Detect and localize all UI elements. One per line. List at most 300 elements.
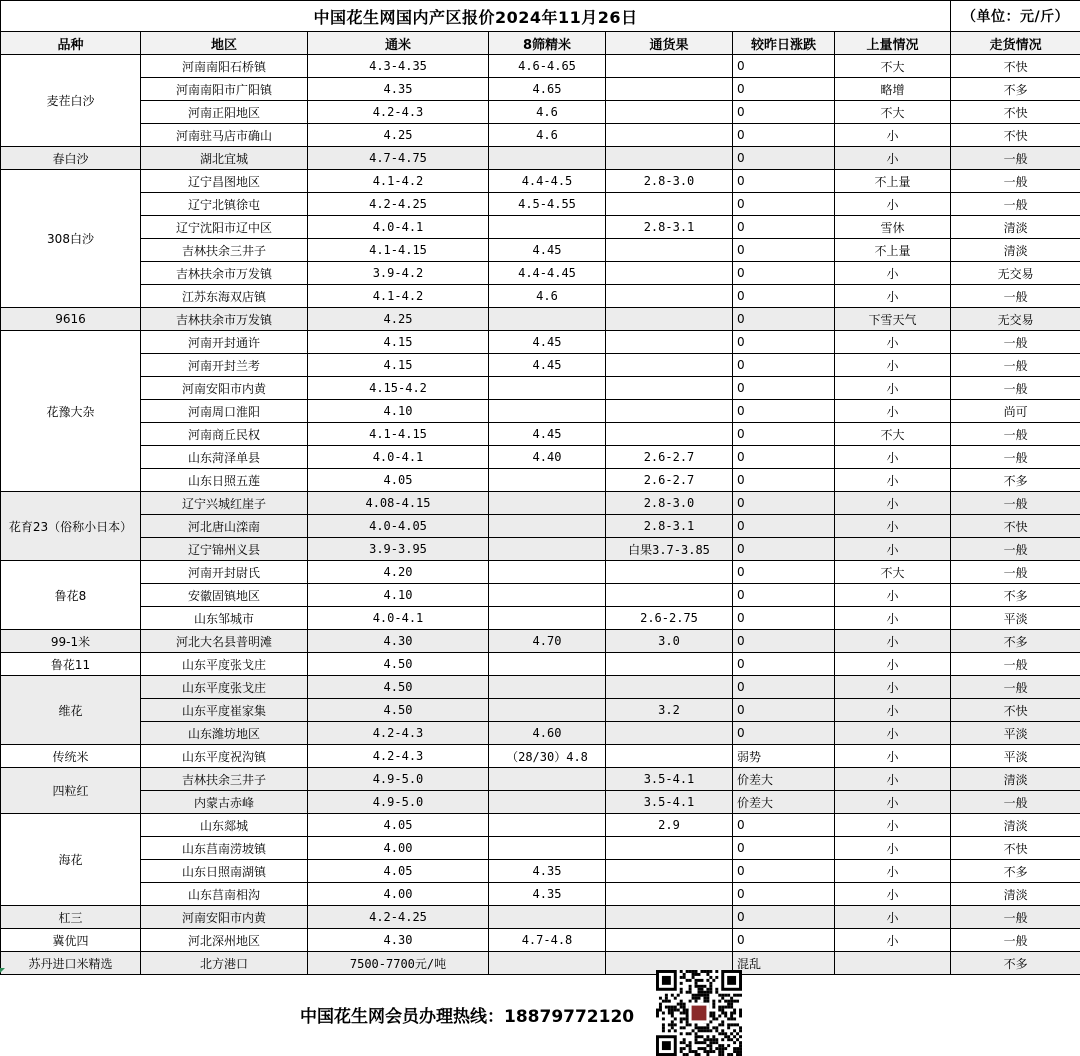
- supply-cell: 小: [835, 538, 951, 561]
- tongmi-cell: 4.15: [308, 354, 489, 377]
- supply-cell: 不上量: [835, 170, 951, 193]
- sales-cell: 一般: [951, 285, 1080, 308]
- sieve8-cell: （28/30）4.8: [489, 745, 606, 768]
- region-cell: 安徽固镇地区: [141, 584, 308, 607]
- tongmi-cell: 3.9-4.2: [308, 262, 489, 285]
- tongmi-cell: 4.9-5.0: [308, 768, 489, 791]
- sieve8-cell: 4.6: [489, 101, 606, 124]
- variety-cell: 308白沙: [1, 170, 141, 308]
- region-cell: 山东邹城市: [141, 607, 308, 630]
- sales-cell: 不多: [951, 630, 1080, 653]
- tongmi-cell: 4.00: [308, 883, 489, 906]
- region-cell: 山东郯城: [141, 814, 308, 837]
- change-cell: 0: [733, 699, 835, 722]
- tongmi-cell: 4.0-4.1: [308, 446, 489, 469]
- tonghuoguo-cell: 2.8-3.0: [606, 170, 733, 193]
- change-cell: 0: [733, 584, 835, 607]
- sales-cell: 清淡: [951, 216, 1080, 239]
- change-cell: 0: [733, 147, 835, 170]
- tonghuoguo-cell: [606, 147, 733, 170]
- supply-cell: 小: [835, 400, 951, 423]
- change-cell: 0: [733, 676, 835, 699]
- region-cell: 山东平度崔家集: [141, 699, 308, 722]
- tongmi-cell: 4.1-4.2: [308, 170, 489, 193]
- tongmi-cell: 4.1-4.15: [308, 239, 489, 262]
- change-cell: 0: [733, 837, 835, 860]
- sieve8-cell: [489, 147, 606, 170]
- supply-cell: 小: [835, 147, 951, 170]
- sales-cell: 平淡: [951, 607, 1080, 630]
- region-cell: 北方港口: [141, 952, 308, 975]
- sales-cell: 一般: [951, 791, 1080, 814]
- sales-cell: 平淡: [951, 745, 1080, 768]
- tonghuoguo-cell: [606, 285, 733, 308]
- sales-cell: 尚可: [951, 400, 1080, 423]
- supply-cell: 不大: [835, 561, 951, 584]
- tonghuoguo-cell: [606, 860, 733, 883]
- variety-cell: 99-1米: [1, 630, 141, 653]
- tongmi-cell: 4.2-4.3: [308, 745, 489, 768]
- region-cell: 辽宁北镇徐屯: [141, 193, 308, 216]
- table-row: [1, 676, 1080, 699]
- region-cell: 吉林扶余市万发镇: [141, 262, 308, 285]
- change-cell: 0: [733, 400, 835, 423]
- sieve8-cell: 4.45: [489, 239, 606, 262]
- change-cell: 0: [733, 216, 835, 239]
- table-row: [1, 262, 1080, 285]
- sieve8-cell: [489, 216, 606, 239]
- tonghuoguo-cell: [606, 584, 733, 607]
- tonghuoguo-cell: [606, 745, 733, 768]
- sales-cell: 无交易: [951, 308, 1080, 331]
- supply-cell: 小: [835, 860, 951, 883]
- tonghuoguo-cell: [606, 722, 733, 745]
- table-row: [1, 354, 1080, 377]
- sieve8-cell: [489, 377, 606, 400]
- tonghuoguo-cell: [606, 400, 733, 423]
- tonghuoguo-cell: [606, 423, 733, 446]
- tongmi-cell: 4.05: [308, 469, 489, 492]
- table-row: [1, 883, 1080, 906]
- qr-code-icon[interactable]: [656, 970, 742, 1056]
- change-cell: 0: [733, 423, 835, 446]
- tongmi-cell: 4.05: [308, 814, 489, 837]
- table-row: [1, 561, 1080, 584]
- variety-cell: 海花: [1, 814, 141, 906]
- tonghuoguo-cell: [606, 331, 733, 354]
- sales-cell: 不快: [951, 55, 1080, 78]
- sieve8-cell: 4.45: [489, 423, 606, 446]
- tonghuoguo-cell: [606, 239, 733, 262]
- change-cell: 0: [733, 239, 835, 262]
- supply-cell: 小: [835, 722, 951, 745]
- sales-cell: 一般: [951, 377, 1080, 400]
- sieve8-cell: [489, 561, 606, 584]
- tongmi-cell: 4.08-4.15: [308, 492, 489, 515]
- tongmi-cell: 4.7-4.75: [308, 147, 489, 170]
- hotline-text: 中国花生网会员办理热线：18879772120: [300, 1007, 635, 1027]
- supply-cell: 小: [835, 515, 951, 538]
- table-row: [1, 837, 1080, 860]
- tonghuoguo-cell: [606, 837, 733, 860]
- sales-cell: 一般: [951, 170, 1080, 193]
- table-row: [1, 515, 1080, 538]
- sales-cell: 一般: [951, 929, 1080, 952]
- change-cell: 0: [733, 285, 835, 308]
- supply-cell: 小: [835, 262, 951, 285]
- sales-cell: 不多: [951, 469, 1080, 492]
- sales-cell: 清淡: [951, 814, 1080, 837]
- supply-cell: 小: [835, 607, 951, 630]
- change-cell: 0: [733, 469, 835, 492]
- region-cell: 河南开封尉氏: [141, 561, 308, 584]
- tonghuoguo-cell: [606, 124, 733, 147]
- sales-cell: 一般: [951, 423, 1080, 446]
- change-cell: 0: [733, 308, 835, 331]
- supply-cell: 小: [835, 814, 951, 837]
- title-row: [1, 1, 1080, 32]
- change-cell: 0: [733, 55, 835, 78]
- variety-cell: 麦茬白沙: [1, 55, 141, 147]
- change-cell: 0: [733, 515, 835, 538]
- tonghuoguo-cell: 2.8-3.1: [606, 216, 733, 239]
- variety-cell: 春白沙: [1, 147, 141, 170]
- region-cell: 河南商丘民权: [141, 423, 308, 446]
- tonghuoguo-cell: [606, 101, 733, 124]
- tonghuoguo-cell: 3.2: [606, 699, 733, 722]
- tongmi-cell: 4.30: [308, 929, 489, 952]
- change-cell: 混乱: [733, 952, 835, 975]
- tonghuoguo-cell: [606, 354, 733, 377]
- supply-cell: 小: [835, 791, 951, 814]
- change-cell: 0: [733, 883, 835, 906]
- variety-cell: 维花: [1, 676, 141, 745]
- change-cell: 0: [733, 906, 835, 929]
- region-cell: 辽宁沈阳市辽中区: [141, 216, 308, 239]
- change-cell: 0: [733, 262, 835, 285]
- header-row: [1, 32, 1080, 55]
- table-row: [1, 331, 1080, 354]
- sieve8-cell: 4.5-4.55: [489, 193, 606, 216]
- region-cell: 河北深州地区: [141, 929, 308, 952]
- region-cell: 吉林扶余三井子: [141, 768, 308, 791]
- sieve8-cell: [489, 676, 606, 699]
- region-cell: 山东莒南涝坡镇: [141, 837, 308, 860]
- supply-cell: 不上量: [835, 239, 951, 262]
- sieve8-cell: 4.4-4.5: [489, 170, 606, 193]
- change-cell: 0: [733, 722, 835, 745]
- sieve8-cell: [489, 607, 606, 630]
- footer: [0, 968, 1080, 1056]
- table-row: [1, 55, 1080, 78]
- region-cell: 河南南阳市广阳镇: [141, 78, 308, 101]
- sales-cell: 无交易: [951, 262, 1080, 285]
- tonghuoguo-cell: [606, 262, 733, 285]
- supply-cell: 小: [835, 929, 951, 952]
- region-cell: 湖北宜城: [141, 147, 308, 170]
- change-cell: 0: [733, 377, 835, 400]
- sales-cell: 一般: [951, 331, 1080, 354]
- supply-cell: 小: [835, 446, 951, 469]
- region-cell: 山东潍坊地区: [141, 722, 308, 745]
- tongmi-cell: 4.10: [308, 400, 489, 423]
- region-cell: 山东平度张戈庄: [141, 676, 308, 699]
- sales-cell: 不快: [951, 699, 1080, 722]
- sales-cell: 一般: [951, 492, 1080, 515]
- table-row: [1, 308, 1080, 331]
- table-row: [1, 147, 1080, 170]
- corner-marker: [0, 968, 5, 973]
- variety-cell: 苏丹进口米精选: [1, 952, 141, 975]
- table-row: [1, 377, 1080, 400]
- region-cell: 山东日照五莲: [141, 469, 308, 492]
- sales-cell: 不多: [951, 78, 1080, 101]
- table-row: [1, 722, 1080, 745]
- tongmi-cell: 4.3-4.35: [308, 55, 489, 78]
- variety-cell: 冀优四: [1, 929, 141, 952]
- tongmi-cell: 4.9-5.0: [308, 791, 489, 814]
- region-cell: 山东菏泽单县: [141, 446, 308, 469]
- sales-cell: 平淡: [951, 722, 1080, 745]
- tongmi-cell: 4.00: [308, 837, 489, 860]
- header-region: 地区: [141, 32, 308, 55]
- supply-cell: 小: [835, 768, 951, 791]
- supply-cell: 小: [835, 676, 951, 699]
- tongmi-cell: 4.15: [308, 331, 489, 354]
- supply-cell: 小: [835, 285, 951, 308]
- region-cell: 河南安阳市内黄: [141, 906, 308, 929]
- change-cell: 弱势: [733, 745, 835, 768]
- region-cell: 河南驻马店市确山: [141, 124, 308, 147]
- header-sales: 走货情况: [951, 32, 1080, 55]
- tongmi-cell: 4.1-4.2: [308, 285, 489, 308]
- tongmi-cell: 4.2-4.3: [308, 101, 489, 124]
- sales-cell: 一般: [951, 147, 1080, 170]
- sieve8-cell: 4.45: [489, 331, 606, 354]
- tonghuoguo-cell: 2.6-2.7: [606, 469, 733, 492]
- sales-cell: 不快: [951, 124, 1080, 147]
- variety-cell: 传统米: [1, 745, 141, 768]
- sieve8-cell: [489, 538, 606, 561]
- header-sieve8: 8筛精米: [489, 32, 606, 55]
- table-row: [1, 446, 1080, 469]
- sieve8-cell: 4.60: [489, 722, 606, 745]
- header-tongmi: 通米: [308, 32, 489, 55]
- region-cell: 山东日照南湖镇: [141, 860, 308, 883]
- table-row: [1, 170, 1080, 193]
- table-row: [1, 124, 1080, 147]
- table-row: [1, 814, 1080, 837]
- tonghuoguo-cell: 3.0: [606, 630, 733, 653]
- tongmi-cell: 4.20: [308, 561, 489, 584]
- sieve8-cell: [489, 699, 606, 722]
- sieve8-cell: 4.40: [489, 446, 606, 469]
- tonghuoguo-cell: 2.8-3.0: [606, 492, 733, 515]
- change-cell: 0: [733, 814, 835, 837]
- sieve8-cell: [489, 584, 606, 607]
- tongmi-cell: 4.0-4.1: [308, 216, 489, 239]
- supply-cell: 不大: [835, 423, 951, 446]
- change-cell: 0: [733, 561, 835, 584]
- region-cell: 河南南阳石桥镇: [141, 55, 308, 78]
- sieve8-cell: [489, 469, 606, 492]
- tongmi-cell: 4.2-4.25: [308, 193, 489, 216]
- table-row: [1, 239, 1080, 262]
- sieve8-cell: 4.7-4.8: [489, 929, 606, 952]
- change-cell: 0: [733, 607, 835, 630]
- variety-cell: 鲁花11: [1, 653, 141, 676]
- region-cell: 辽宁锦州义县: [141, 538, 308, 561]
- tonghuoguo-cell: [606, 78, 733, 101]
- sales-cell: 不多: [951, 584, 1080, 607]
- sieve8-cell: [489, 837, 606, 860]
- change-cell: 0: [733, 331, 835, 354]
- sieve8-cell: 4.6: [489, 285, 606, 308]
- tonghuoguo-cell: 白果3.7-3.85: [606, 538, 733, 561]
- sheet-title: 中国花生网国内产区报价2024年11月26日: [1, 1, 951, 32]
- table-row: [1, 584, 1080, 607]
- tongmi-cell: 4.05: [308, 860, 489, 883]
- table-row: [1, 906, 1080, 929]
- sieve8-cell: 4.45: [489, 354, 606, 377]
- supply-cell: 略增: [835, 78, 951, 101]
- region-cell: 河南开封通许: [141, 331, 308, 354]
- sales-cell: 一般: [951, 538, 1080, 561]
- variety-cell: 花豫大杂: [1, 331, 141, 492]
- supply-cell: 不大: [835, 101, 951, 124]
- tongmi-cell: 4.50: [308, 676, 489, 699]
- sieve8-cell: 4.4-4.45: [489, 262, 606, 285]
- change-cell: 价差大: [733, 768, 835, 791]
- tongmi-cell: 4.35: [308, 78, 489, 101]
- unit-label: （单位：元/斤）: [951, 1, 1080, 32]
- sieve8-cell: [489, 492, 606, 515]
- sieve8-cell: 4.6-4.65: [489, 55, 606, 78]
- table-row: [1, 630, 1080, 653]
- table-row: [1, 929, 1080, 952]
- table-row: [1, 78, 1080, 101]
- region-cell: 辽宁兴城红崖子: [141, 492, 308, 515]
- table-row: [1, 768, 1080, 791]
- region-cell: 吉林扶余市万发镇: [141, 308, 308, 331]
- supply-cell: 小: [835, 331, 951, 354]
- tonghuoguo-cell: [606, 653, 733, 676]
- tonghuoguo-cell: [606, 676, 733, 699]
- tonghuoguo-cell: [606, 377, 733, 400]
- tonghuoguo-cell: [606, 906, 733, 929]
- tongmi-cell: 4.0-4.1: [308, 607, 489, 630]
- sales-cell: 一般: [951, 561, 1080, 584]
- variety-cell: 9616: [1, 308, 141, 331]
- variety-cell: 四粒红: [1, 768, 141, 814]
- change-cell: 0: [733, 538, 835, 561]
- tonghuoguo-cell: [606, 883, 733, 906]
- supply-cell: 小: [835, 377, 951, 400]
- sieve8-cell: 4.35: [489, 883, 606, 906]
- header-variety: 品种: [1, 32, 141, 55]
- variety-cell: 鲁花8: [1, 561, 141, 630]
- variety-cell: 杠三: [1, 906, 141, 929]
- table-row: [1, 469, 1080, 492]
- change-cell: 0: [733, 929, 835, 952]
- table-row: [1, 285, 1080, 308]
- tonghuoguo-cell: [606, 193, 733, 216]
- tonghuoguo-cell: 3.5-4.1: [606, 768, 733, 791]
- change-cell: 0: [733, 78, 835, 101]
- tonghuoguo-cell: 3.5-4.1: [606, 791, 733, 814]
- header-supply: 上量情况: [835, 32, 951, 55]
- sieve8-cell: [489, 791, 606, 814]
- sales-cell: 不快: [951, 101, 1080, 124]
- change-cell: 0: [733, 193, 835, 216]
- sieve8-cell: 4.65: [489, 78, 606, 101]
- supply-cell: 小: [835, 699, 951, 722]
- tongmi-cell: 4.15-4.2: [308, 377, 489, 400]
- change-cell: 0: [733, 492, 835, 515]
- supply-cell: 小: [835, 492, 951, 515]
- change-cell: 0: [733, 446, 835, 469]
- region-cell: 河南周口淮阳: [141, 400, 308, 423]
- sales-cell: 不多: [951, 952, 1080, 975]
- sieve8-cell: [489, 906, 606, 929]
- change-cell: 0: [733, 354, 835, 377]
- tongmi-cell: 4.2-4.25: [308, 906, 489, 929]
- table-row: [1, 699, 1080, 722]
- tongmi-cell: 4.50: [308, 699, 489, 722]
- region-cell: 山东平度张戈庄: [141, 653, 308, 676]
- tongmi-cell: 4.25: [308, 308, 489, 331]
- region-cell: 辽宁昌图地区: [141, 170, 308, 193]
- supply-cell: 小: [835, 745, 951, 768]
- supply-cell: 小: [835, 630, 951, 653]
- sales-cell: 不快: [951, 515, 1080, 538]
- supply-cell: 小: [835, 653, 951, 676]
- tonghuoguo-cell: 2.6-2.7: [606, 446, 733, 469]
- sales-cell: 清淡: [951, 883, 1080, 906]
- tongmi-cell: 4.10: [308, 584, 489, 607]
- table-row: [1, 860, 1080, 883]
- table-row: [1, 607, 1080, 630]
- tonghuoguo-cell: 2.8-3.1: [606, 515, 733, 538]
- table-row: [1, 193, 1080, 216]
- sieve8-cell: [489, 400, 606, 423]
- region-cell: 河南正阳地区: [141, 101, 308, 124]
- table-row: [1, 492, 1080, 515]
- table-row: [1, 423, 1080, 446]
- tonghuoguo-cell: [606, 308, 733, 331]
- variety-cell: 花育23（俗称小日本）: [1, 492, 141, 561]
- tongmi-cell: 4.30: [308, 630, 489, 653]
- supply-cell: 小: [835, 354, 951, 377]
- supply-cell: 小: [835, 469, 951, 492]
- sales-cell: 不快: [951, 837, 1080, 860]
- supply-cell: 小: [835, 837, 951, 860]
- supply-cell: 雪休: [835, 216, 951, 239]
- supply-cell: 小: [835, 124, 951, 147]
- sieve8-cell: 4.35: [489, 860, 606, 883]
- table-row: [1, 538, 1080, 561]
- table-row: [1, 400, 1080, 423]
- table-row: [1, 745, 1080, 768]
- sieve8-cell: [489, 768, 606, 791]
- tongmi-cell: 4.25: [308, 124, 489, 147]
- sieve8-cell: [489, 308, 606, 331]
- region-cell: 山东平度祝沟镇: [141, 745, 308, 768]
- change-cell: 0: [733, 860, 835, 883]
- change-cell: 0: [733, 170, 835, 193]
- region-cell: 山东莒南相沟: [141, 883, 308, 906]
- sales-cell: 一般: [951, 193, 1080, 216]
